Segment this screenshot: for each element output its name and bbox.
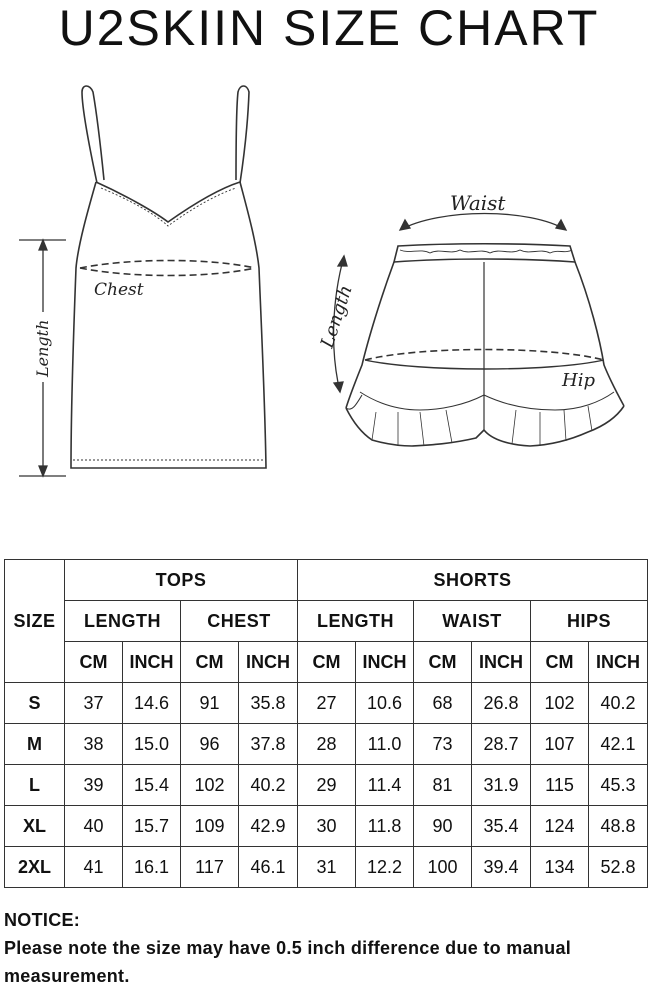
value-cell: 124: [531, 806, 589, 847]
unit-inch: INCH: [356, 642, 414, 683]
value-cell: 15.4: [123, 765, 181, 806]
size-cell: L: [5, 765, 65, 806]
top-chest-label: Chest: [94, 280, 144, 300]
value-cell: 28.7: [472, 724, 531, 765]
value-cell: 16.1: [123, 847, 181, 888]
unit-cm: CM: [181, 642, 239, 683]
shorts-length-header: LENGTH: [298, 601, 414, 642]
tops-group-header: TOPS: [65, 560, 298, 601]
unit-inch: INCH: [123, 642, 181, 683]
value-cell: 15.0: [123, 724, 181, 765]
value-cell: 42.1: [589, 724, 648, 765]
notice-text: Please note the size may have 0.5 inch difference due to manual measurement.: [4, 938, 572, 986]
shorts-group-header: SHORTS: [298, 560, 648, 601]
value-cell: 29: [298, 765, 356, 806]
unit-inch: INCH: [589, 642, 648, 683]
value-cell: 28: [298, 724, 356, 765]
value-cell: 100: [414, 847, 472, 888]
value-cell: 12.2: [356, 847, 414, 888]
value-cell: 73: [414, 724, 472, 765]
value-cell: 96: [181, 724, 239, 765]
value-cell: 52.8: [589, 847, 648, 888]
size-header: SIZE: [5, 560, 65, 683]
value-cell: 31.9: [472, 765, 531, 806]
unit-cm: CM: [298, 642, 356, 683]
value-cell: 27: [298, 683, 356, 724]
value-cell: 40.2: [589, 683, 648, 724]
value-cell: 39: [65, 765, 123, 806]
value-cell: 41: [65, 847, 123, 888]
value-cell: 37: [65, 683, 123, 724]
value-cell: 90: [414, 806, 472, 847]
garment-illustration: [0, 60, 658, 550]
value-cell: 109: [181, 806, 239, 847]
page-title: U2SKIIN SIZE CHART: [58, 0, 600, 56]
size-cell: XL: [5, 806, 65, 847]
value-cell: 46.1: [239, 847, 298, 888]
value-cell: 40: [65, 806, 123, 847]
unit-cm: CM: [531, 642, 589, 683]
notice-block: [4, 906, 658, 990]
table-row: [5, 847, 648, 888]
value-cell: 102: [531, 683, 589, 724]
table-row: [5, 806, 648, 847]
value-cell: 37.8: [239, 724, 298, 765]
value-cell: 102: [181, 765, 239, 806]
waist-arrow: [400, 214, 566, 231]
shorts-waist-label: Waist: [450, 191, 506, 215]
value-cell: 39.4: [472, 847, 531, 888]
unit-inch: INCH: [239, 642, 298, 683]
tops-length-header: LENGTH: [65, 601, 181, 642]
table-row: [5, 683, 648, 724]
value-cell: 68: [414, 683, 472, 724]
value-cell: 14.6: [123, 683, 181, 724]
value-cell: 91: [181, 683, 239, 724]
unit-cm: CM: [65, 642, 123, 683]
size-cell: S: [5, 683, 65, 724]
value-cell: 40.2: [239, 765, 298, 806]
table-row: [5, 765, 648, 806]
value-cell: 11.0: [356, 724, 414, 765]
size-cell: 2XL: [5, 847, 65, 888]
tops-chest-header: CHEST: [181, 601, 298, 642]
size-rows: [5, 683, 648, 888]
value-cell: 26.8: [472, 683, 531, 724]
value-cell: 38: [65, 724, 123, 765]
camisole-drawing: [71, 86, 266, 468]
value-cell: 81: [414, 765, 472, 806]
shorts-waist-header: WAIST: [414, 601, 531, 642]
size-cell: M: [5, 724, 65, 765]
shorts-length-label: Length: [316, 282, 357, 351]
table-row: [5, 724, 648, 765]
value-cell: 11.8: [356, 806, 414, 847]
value-cell: 107: [531, 724, 589, 765]
shorts-hip-label: Hip: [562, 370, 595, 391]
value-cell: 10.6: [356, 683, 414, 724]
value-cell: 42.9: [239, 806, 298, 847]
value-cell: 117: [181, 847, 239, 888]
value-cell: 134: [531, 847, 589, 888]
value-cell: 45.3: [589, 765, 648, 806]
value-cell: 11.4: [356, 765, 414, 806]
size-chart-table: [4, 559, 648, 888]
value-cell: 35.4: [472, 806, 531, 847]
top-length-label: Length: [33, 319, 52, 377]
unit-inch: INCH: [472, 642, 531, 683]
value-cell: 35.8: [239, 683, 298, 724]
value-cell: 48.8: [589, 806, 648, 847]
value-cell: 115: [531, 765, 589, 806]
value-cell: 31: [298, 847, 356, 888]
value-cell: 30: [298, 806, 356, 847]
notice-heading: NOTICE:: [4, 910, 81, 930]
unit-cm: CM: [414, 642, 472, 683]
value-cell: 15.7: [123, 806, 181, 847]
shorts-hips-header: HIPS: [531, 601, 648, 642]
shorts-drawing: [346, 244, 624, 446]
